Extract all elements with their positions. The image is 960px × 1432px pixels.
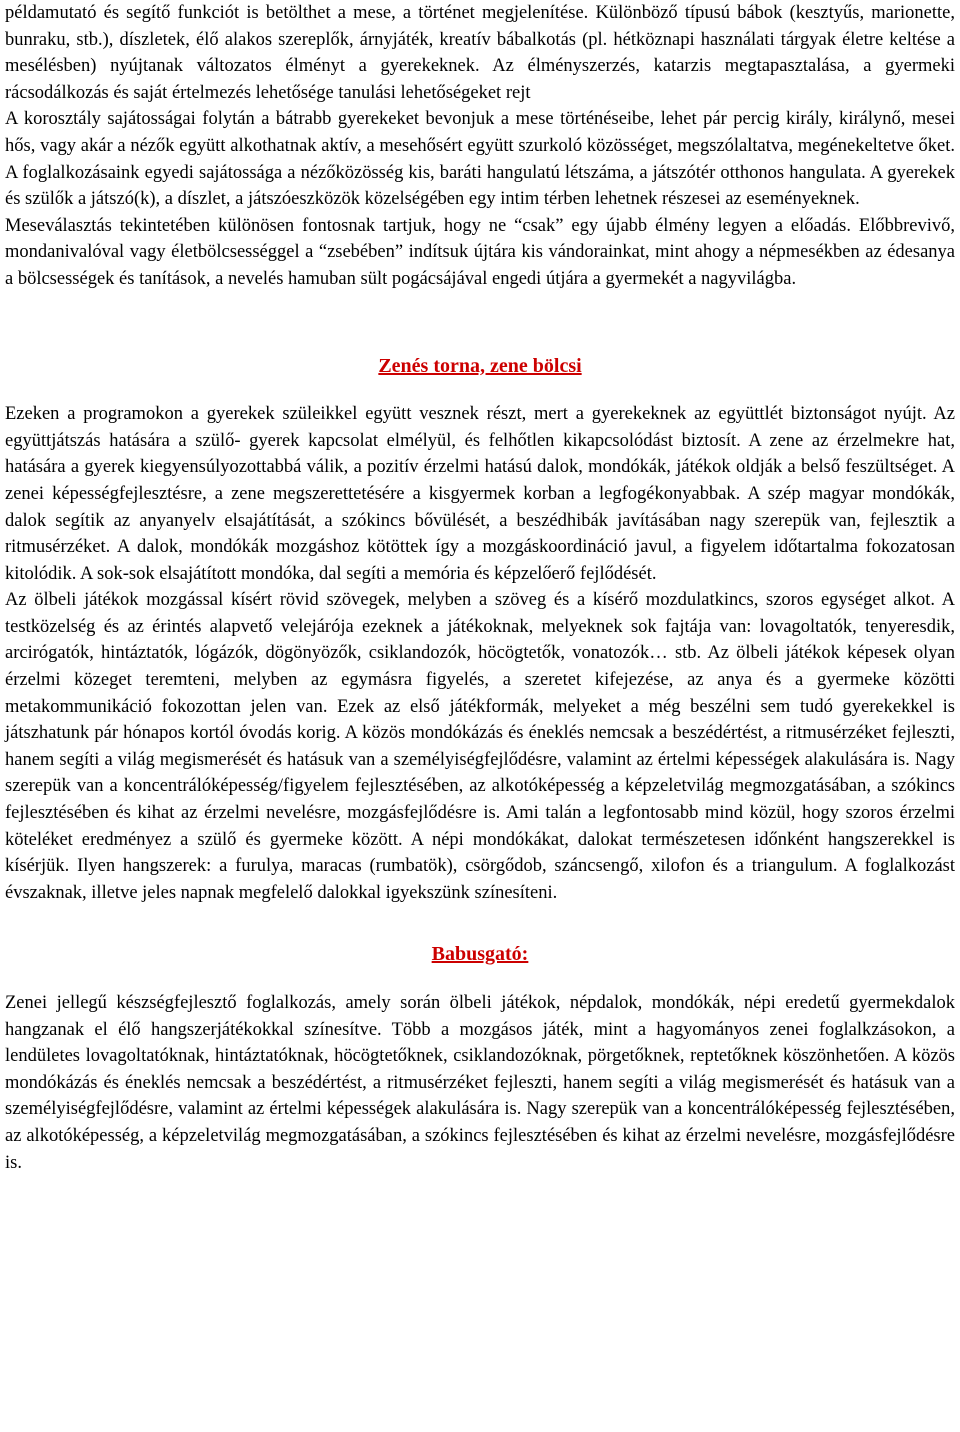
document-page xyxy=(5,0,955,1176)
section-spacer xyxy=(5,379,955,401)
section-heading-babusgato: Babusgató: xyxy=(431,943,529,966)
babusgato-paragraph-1: Zenei jellegű készségfejlesztő foglalkozás, amely során ölbeli játékok, népdalok, mondókák, népi eredetű gyermekdalok hangzanak el élő hangszerjátékokkal színesítve. Több a mozgásos játék, mint a hagyományos zenei foglalkzásokon, a lendületes lovagoltatóknak, hintáztatóknak, höcögtetőknek, csiklandozóknak, pörgetőknek, reptetőknek köszönhetően. A közös mondókázás és éneklés nemcsak a beszédértést, a ritmusérzéket fejleszti, hanem segíti a világ megismerését és hatásuk van a személyiségfejlődésre, valamint az értelmi képességek alakulására is. Nagy szerepük van a koncentrálóképesség fejlesztésében, az alkotóképesség, a képzeletvilág megmozgatásában, a szókincs fejlesztésében és kihat az érzelmi nevelésre, mozgásfejlődésre is. xyxy=(5,993,955,1173)
zenes-torna-paragraph-2: Az ölbeli játékok mozgással kísért rövid szövegek, melyben a szöveg és a kísérő mozdulatkincs, szoros egységet alkot. A testközelség és az érintés alapvető velejárója ezeknek a játékoknak, melyeknek sok fajtája van: lovagoltatók, tenyeresdik, arcirógatók, hintáztatók, lógázók, dögönyözők, csiklandozók, höcögtetők, vonatozók… stb. Az ölbeli játékok képesek olyan érzelmi közeget teremteni, melyben az egymásra figyelés, a szeretet kifejezése, az anya és a gyermeke közötti metakommunikáció fokozottan jelen van. Ezek az első játékformák, melyeket a még beszélni sem tudó gyerekekkel is játszhatunk pár hónapos kortól óvodás korig. A közös mondókázás és éneklés nemcsak a beszédértést, a ritmusérzéket fejleszti, hanem segíti a világ megismerését és hatásuk van a személyiségfejlődésre, valamint az értelmi képességek alakulására is. Nagy szerepük van a koncentrálóképesség/figyelem fejlesztésében, az alkotóképesség a képzeletvilág megmozgatásában, a szókincs fejlesztésében és kihat az érzelmi nevelésre, mozgásfejlődésre is. Ami talán a legfontosabb mind közül, hogy szoros érzelmi köteléket eredményez a szülő és gyermeke között. A népi mondókákat, dalokat természetesen időnként hangszerekkel is kísérjük. Ilyen hangszerek: a furulya, maracas (rumbatök), csörgődob, száncsengő, xilofon és a triangulum. A foglalkozást évszaknak, illetve jeles napnak megfelelő dalokkal igyekszünk színesíteni. xyxy=(5,590,955,903)
intro-paragraph-3: Meseválasztás tekintetében különösen fontosnak tartjuk, hogy ne “csak” egy újabb élmény legyen a előadás. Előbbrevivő, mondanivalóval vagy életbölcsességgel a “zsebében” indítsuk újtára kis vándorainkat, mint ahogy a népmesékben az édesanya a bölcsességek és tanítások, a nevelés hamuban sült pogácsájával engedi útjára a gyermekét a nagyvilágba. xyxy=(5,215,955,289)
zenes-torna-paragraph-1: Ezeken a programokon a gyerekek szüleikkel együtt vesznek részt, mert a gyerekeknek az együttlét biztonságot nyújt. Az együttjátszás hatására a szülő- gyerek kapcsolat elmélyül, és felhőtlen kikapcsolódást biztosít. A zene az érzelmekre hat, hatására a gyerek kiegyensúlyozottabbá válik, a pozitív érzelmi hatású dalok, mondókák, játékok oldják a belső feszültséget. A zenei képességfejlesztésre, a zene megszerettetésére a kisgyermek korban a legfogékonyabbak. A szép magyar mondókák, dalok segítik az anyanyelv elsajátítását, a szókincs bővülését, a beszédhibák javításában nagy szerepük van, fejlesztik a ritmusérzéket. A dalok, mondókák mozgáshoz kötöttek így a mozgáskoordináció javul, a figyelem időtartalma fokozatosan kitolódik. A sok-sok elsajátított mondóka, dal segíti a memória és képzelőerő fejlődését. xyxy=(5,404,955,584)
section-spacer xyxy=(5,293,955,353)
section-spacer xyxy=(5,968,955,990)
section-spacer xyxy=(5,906,955,941)
intro-paragraph-2: A korosztály sajátosságai folytán a bátrabb gyerekeket bevonjuk a mese történéseibe, lehet pár percig király, királynő, mesei hős, vagy akár a nézők együtt alkothatnak aktív, a mesehősért együtt szurkoló közösséget, megszólaltatva, megénekeltetve őket. A foglalkozásaink egyedi sajátossága a nézőközösség kis, baráti hangulatú létszáma, a játszótér otthonos hangulata. A gyerekek és szülők a játszó(k), a díszlet, a játszóeszközök közelségében egy intim térben lehetnek részesei az eseményeknek. xyxy=(5,109,955,210)
section-heading-zenes-torna: Zenés torna, zene bölcsi xyxy=(378,354,582,377)
intro-paragraph-1: példamutató és segítő funkciót is betölthet a mese, a történet megjelenítése. Különböző típusú bábok (kesztyűs, marionette, bunraku, stb.), díszletek, élő alakos szereplők, árnyjáték, kreatív bábalkotás (pl. hétköznapi használati tárgyak életre keltése a mesélésben) nyújtanak változatos élményt a gyerekeknek. Az élményszerzés, katarzis megtapasztalása, a gyermeki rácsodálkozás és saját értelmezés lehetősége tanulási lehetőségeket rejt xyxy=(5,3,955,103)
